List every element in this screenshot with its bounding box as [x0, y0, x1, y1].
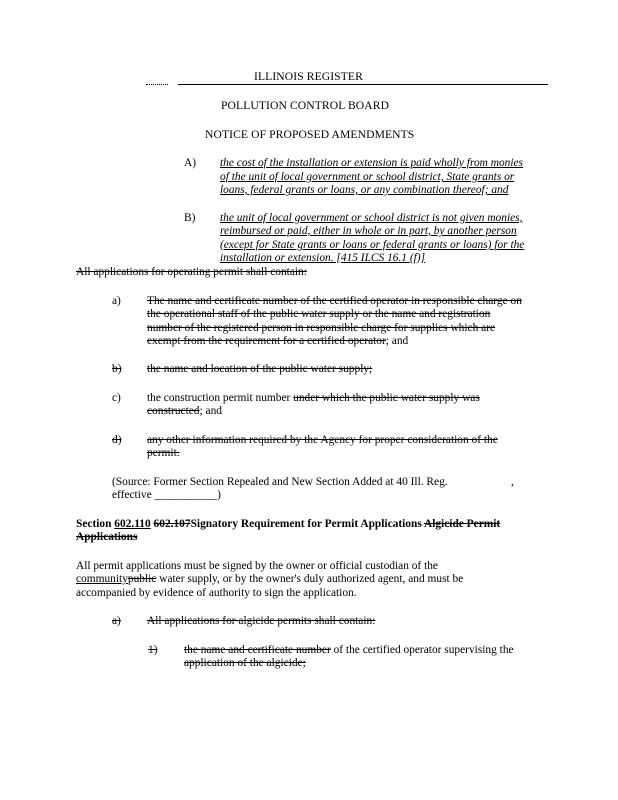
body-line-2-rest: water supply, or by the owner's duly authorized agent, and must be	[156, 573, 464, 585]
item-A-line-3: loans, federal grants or loans, or any combination thereof; and	[220, 184, 509, 196]
item-a-label: a)	[112, 295, 121, 307]
body-line-2	[76, 573, 463, 586]
item-c-line-2-struck: constructed	[147, 405, 200, 417]
section-heading	[76, 518, 500, 531]
item-a-line-1: The name and certificate number of the certified operator in responsible charge on	[147, 295, 522, 307]
item-b-label: b)	[112, 363, 122, 375]
item-c-text-b: under which the public water supply was	[293, 392, 480, 404]
header-rule-short	[146, 84, 168, 85]
header-rule	[178, 84, 548, 85]
operating-intro: All applications for operating permit shall contain:	[76, 266, 307, 278]
item-b-text: the name and location of the public water supply;	[147, 363, 373, 375]
item-c-line-2	[147, 405, 222, 418]
body-public-struck: public	[127, 573, 157, 585]
source-line-2: effective ___________)	[112, 489, 221, 501]
item-B-line-3: (except for State grants or loans or federal grants or loans) for the	[220, 239, 525, 251]
section-new-title: Signatory Requirement for Permit Applications	[190, 518, 422, 530]
item-c-line-1	[147, 392, 480, 405]
item-c-label: c)	[112, 392, 121, 404]
item-B-line-4: installation or extension. [415 ILCS 16.1 (f)]	[220, 252, 426, 264]
item-d-line-1: any other information required by the Agency for proper consideration of the	[147, 434, 498, 446]
notice-title: NOTICE OF PROPOSED AMENDMENTS	[205, 128, 415, 141]
section-old-title-2: Applications	[76, 531, 138, 543]
item-a-line-2: the operational staff of the public water supply or the name and registration	[147, 308, 491, 320]
section-old-title-1: Algicide Permit	[423, 518, 501, 530]
algicide-1-struck: the name and certificate number	[184, 644, 331, 656]
algicide-1-line-2: application of the algicide;	[184, 657, 306, 669]
item-a-line-4	[147, 335, 408, 348]
source-comma: ,	[511, 476, 514, 488]
body-line-3: accompanied by evidence of authority to sign the application.	[76, 587, 357, 599]
algicide-1-label: 1)	[148, 644, 158, 656]
item-A-label: A)	[184, 157, 197, 169]
section-new-number: 602.110	[114, 518, 151, 530]
item-a-line-3: number of the registered person in responsible charge for supplies which are	[147, 322, 496, 334]
algicide-a-text: All applications for algicide permits shall contain:	[147, 615, 376, 627]
section-label: Section	[76, 518, 112, 530]
item-d-line-2: permit.	[147, 447, 180, 459]
item-c-line-2-end: ; and	[199, 405, 222, 417]
item-a-line-4-end: ; and	[385, 335, 409, 347]
body-community: community	[76, 573, 128, 585]
register-title: ILLINOIS REGISTER	[254, 70, 363, 83]
algicide-1-line-1	[184, 644, 514, 657]
source-line-1: (Source: Former Section Repealed and New Section Added at 40 Ill. Reg.	[112, 476, 448, 488]
item-d-label: d)	[112, 434, 122, 446]
item-a-line-4-struck: exempt from the requirement for a certified operator	[147, 335, 386, 347]
item-B-line-1: the unit of local government or school district is not given monies,	[220, 212, 523, 224]
item-c-text-a: the construction permit number	[147, 392, 294, 404]
algicide-1-rest: of the certified operator supervising the	[330, 644, 514, 656]
algicide-a-label: a)	[112, 615, 121, 627]
item-A-line-2: of the unit of local government or school district, State grants or	[220, 171, 515, 183]
item-B-label: B)	[184, 212, 196, 224]
body-line-1: All permit applications must be signed by the owner or official custodian of the	[76, 560, 438, 572]
section-old-number: 602.107	[153, 518, 191, 530]
item-B-line-2: reimbursed or paid, either in whole or in part, by another person	[220, 225, 517, 237]
board-title: POLLUTION CONTROL BOARD	[221, 99, 390, 112]
item-A-line-1: the cost of the installation or extension is paid wholly from monies	[220, 157, 523, 169]
